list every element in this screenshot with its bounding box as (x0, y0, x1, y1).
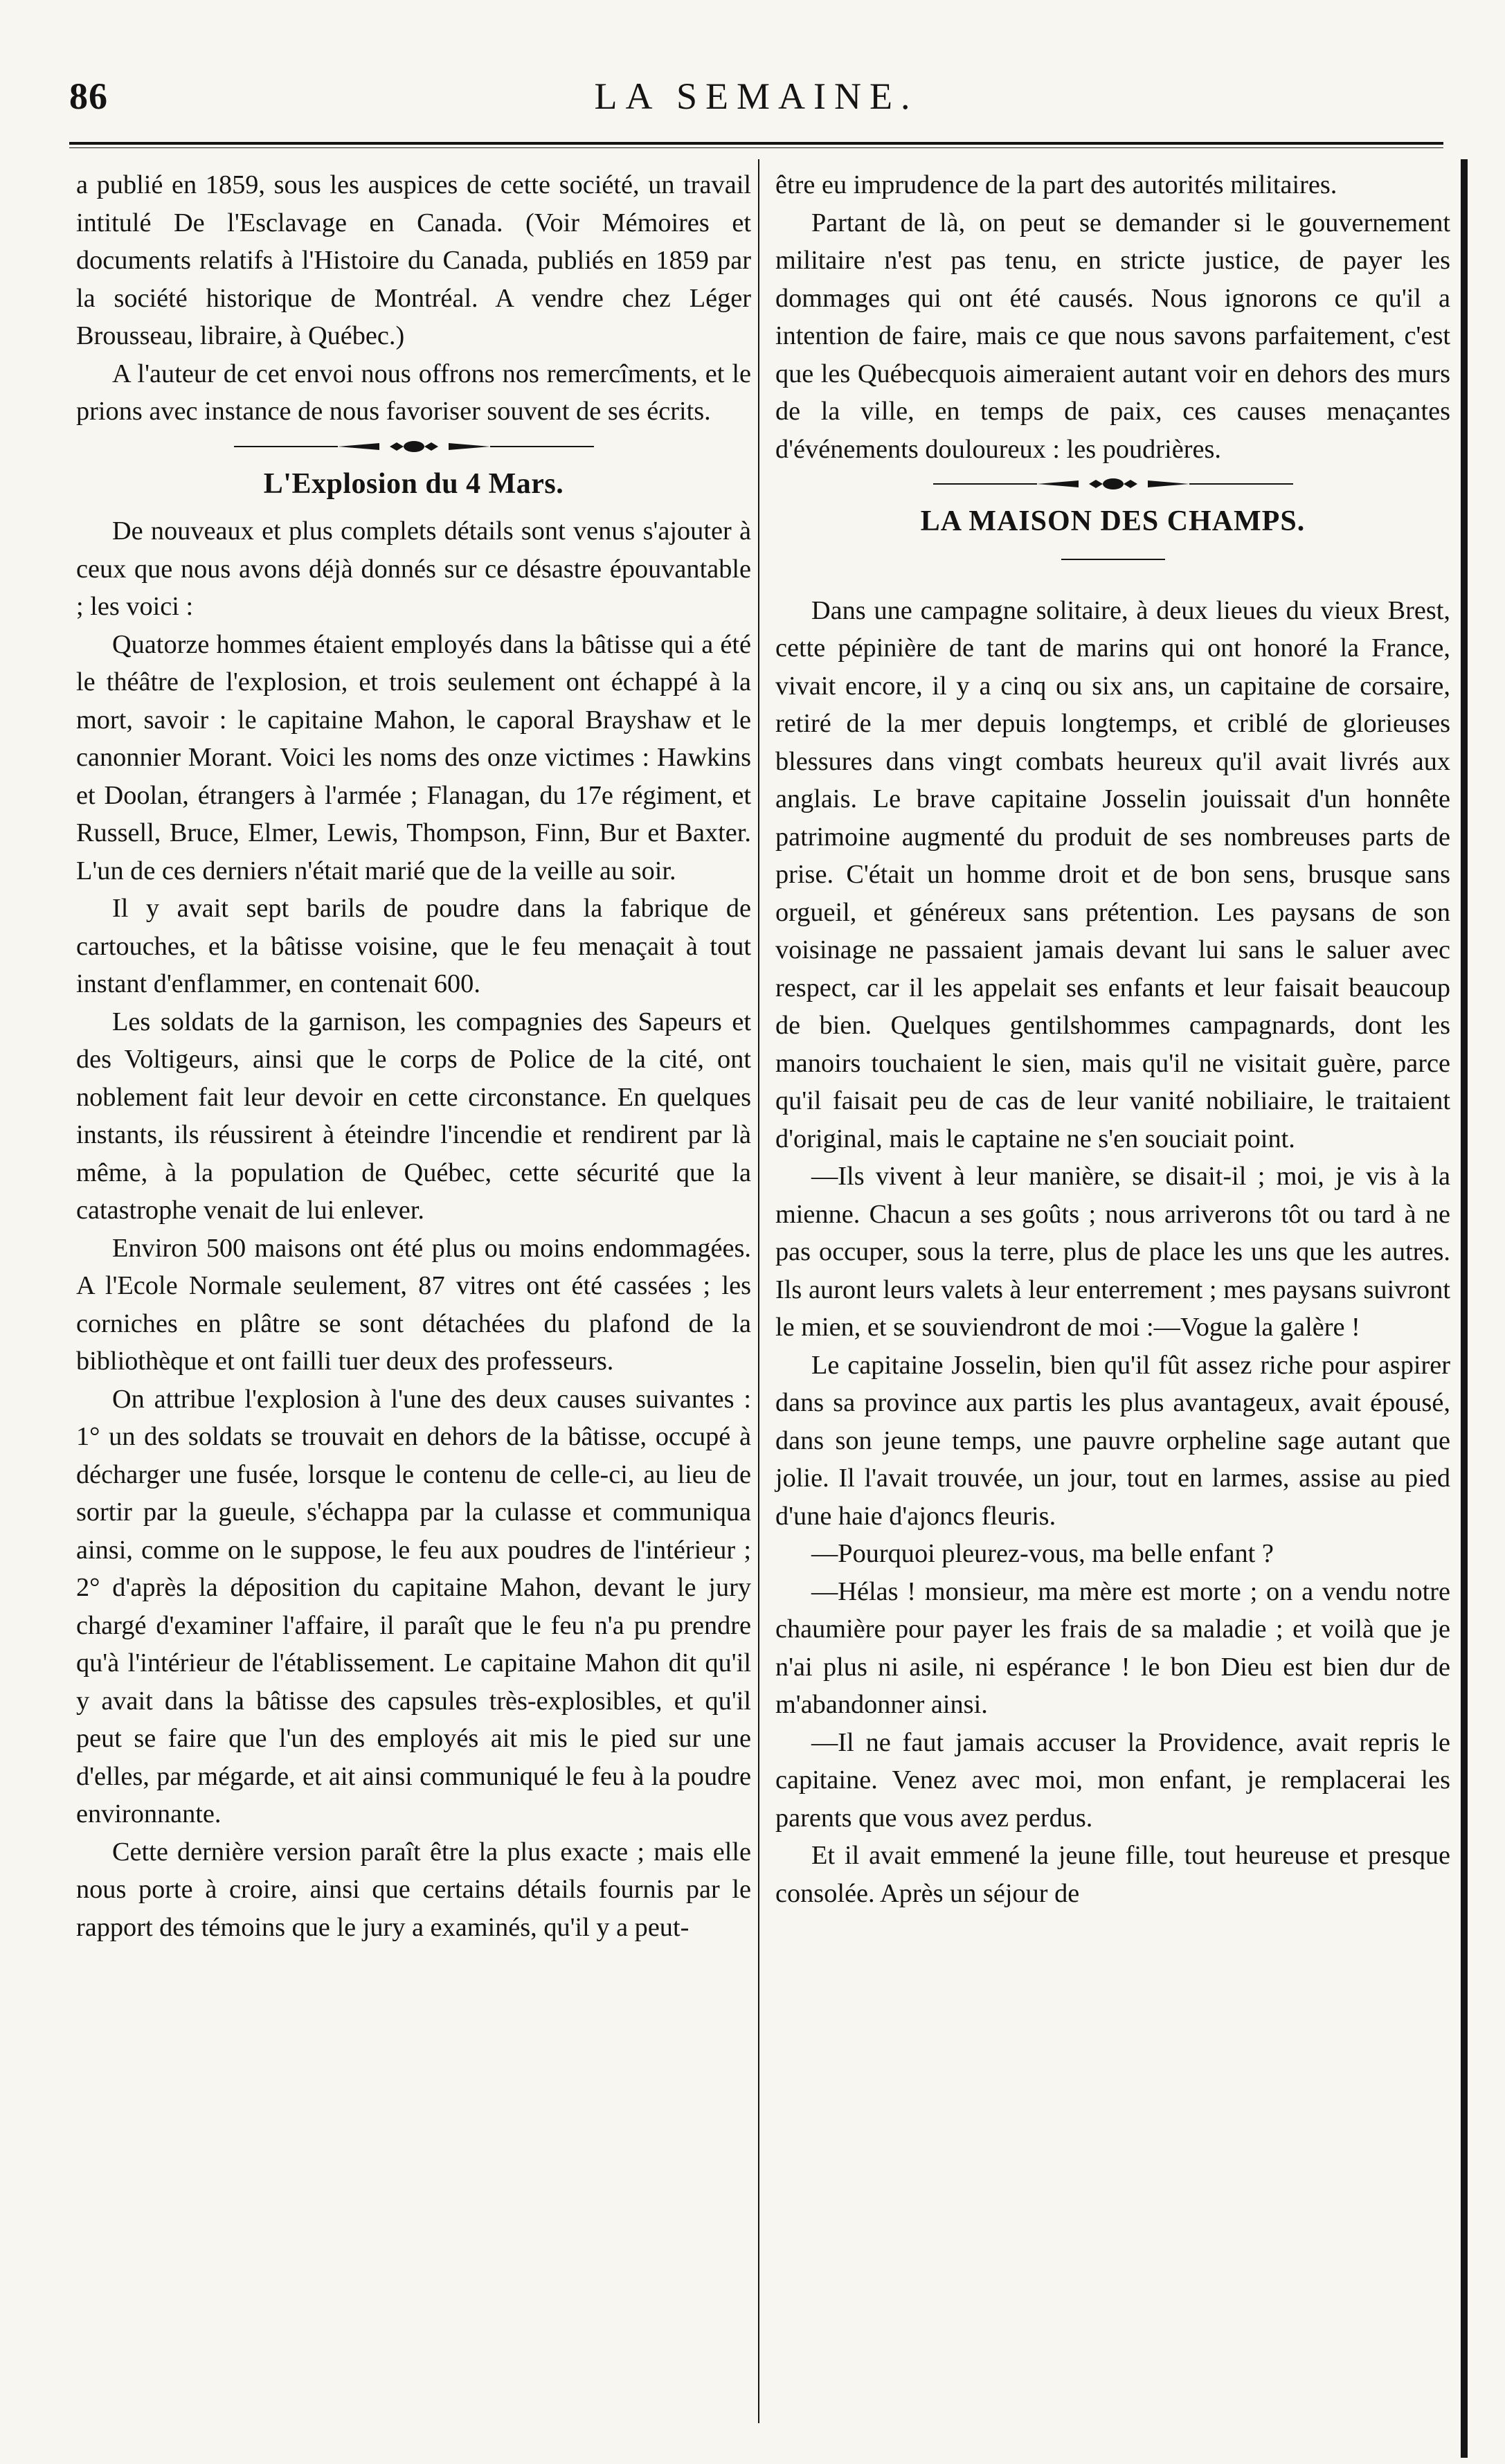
page-number: 86 (69, 75, 108, 117)
paragraph: —Hélas ! monsieur, ma mère est morte ; on a vendu notre chaumière pour payer les frais de sa maladie ; et voilà que je n'ai plus ni asile, ni espérance ! le bon Dieu est bien dur de m'abandonner ainsi. (775, 1576, 1450, 1719)
paragraph: Environ 500 maisons ont été plus ou moins endommagées. A l'Ecole Normale seulement, 87 vitres ont été cassées ; les corniches en plâtre se sont détachées du plafond de la bibliothèque et ont failli tuer deux des professeurs. (76, 1233, 751, 1376)
paragraph: Dans une campagne solitaire, à deux lieues du vieux Brest, cette pépinière de tant de marins qui ont honoré la France, vivait encore, il y a cinq ou six ans, un capitaine de corsaire, retiré de la mer depuis longtemps, et criblé de glorieuses blessures dans vingt combats heureux qu'il avait livrés aux anglais. Le brave capitaine Josselin jouissait d'un honnête patrimoine augmenté du produit de ses nombreuses parts de prise. C'était un homme droit et de bon sens, brusque sans orgueil, et généreux sans prétention. Les paysans de son voisinage ne passaient jamais devant lui sans le saluer avec respect, car il les appelait ses enfants et leur faisait beaucoup de bien. Quelques gentilshommes campagnards, dont les manoirs touchaient le sien, mais qu'il ne visitait guère, parce qu'il faisait peu de cas de leur vanité nobiliaire, le traitaient d'original, mais le captaine ne s'en souciait point. (775, 595, 1450, 1153)
paragraph: A l'auteur de cet envoi nous offrons nos remercîments, et le prions avec instance de nous favoriser souvent de ses écrits. (76, 359, 751, 426)
running-title: LA SEMAINE. (594, 75, 919, 117)
paragraph: Et il avait emmené la jeune fille, tout heureuse et presque consolée. Après un séjour de (775, 1841, 1450, 1908)
paragraph: Le capitaine Josselin, bien qu'il fût assez riche pour aspirer dans sa province aux partis les plus avantageux, avait épousé, dans son jeune temps, une pauvre orpheline sage autant que jolie. Il l'avait trouvée, un jour, tout en larmes, assise au pied d'une haie d'ajoncs fleuris. (775, 1350, 1450, 1531)
article-title: LA MAISON DES CHAMPS. (920, 505, 1306, 537)
right-column (775, 166, 1450, 1912)
paragraph: Cette dernière version paraît être la plus exacte ; mais elle nous porte à croire, ainsi que certains détails fournis par le rapport des témoins que le jury a examinés, qu'il y a peut- (76, 1837, 751, 1942)
header-rule (69, 142, 1443, 145)
paragraph: —Ils vivent à leur manière, se disait-il ; moi, je vis à la mienne. Chacun a ses goûts ; nous arriverons tôt ou tard à ne pas occuper, sous la terre, plus de place les uns que les autres. Ils auront leurs valets à leur enterrement ; mes paysans suivront le mien, et se souviendront de moi :—Vogue la galère ! (775, 1162, 1450, 1342)
paragraph: Partant de là, on peut se demander si le gouvernement militaire n'est pas tenu, en stricte justice, de payer les dommages qui ont été causés. Nous ignorons ce qu'il a intention de faire, mais ce que nous savons parfaitement, c'est que les Québecquois aimeraient autant voir en dehors des murs de la ville, en temps de paix, ces causes menaçantes d'événements douloureux : les poudrières. (775, 208, 1450, 464)
paragraph: Les soldats de la garnison, les compagnies des Sapeurs et des Voltigeurs, ainsi que le corps de Police de la cité, ont noblement fait leur devoir en cette circonstance. En quelques instants, ils réussirent à éteindre l'incendie et rendirent par là même, à la population de Québec, cette sécurité que la catastrophe venait de lui enlever. (76, 1007, 751, 1225)
ornament-divider (933, 475, 1293, 493)
paragraph: —Pourquoi pleurez-vous, ma belle enfant ? (811, 1539, 1274, 1568)
page-header (69, 75, 1443, 130)
title-rule (1061, 559, 1165, 560)
paragraph: être eu imprudence de la part des autorités militaires. (775, 170, 1337, 199)
page-edge-bar (1461, 159, 1468, 2458)
article-title: L'Explosion du 4 Mars. (263, 467, 564, 500)
left-column (76, 166, 751, 1946)
paragraph: a publié en 1859, sous les auspices de cette société, un travail intitulé De l'Esclavage en Canada. (Voir Mémoires et documents relatifs à l'Histoire du Canada, publiés en 1859 par la société historique de Montréal. A vendre chez Léger Brousseau, libraire, à Québec.) (76, 170, 751, 350)
column-divider (758, 159, 759, 2423)
paragraph: Quatorze hommes étaient employés dans la bâtisse qui a été le théâtre de l'explosion, et trois seulement ont échappé à la mort, savoir : le capitaine Mahon, le caporal Brayshaw et le canonnier Morant. Voici les noms des onze victimes : Hawkins et Doolan, étrangers à l'armée ; Flanagan, du 17e régiment, et Russell, Bruce, Elmer, Lewis, Thompson, Finn, Bur et Baxter. L'un de ces derniers n'était marié que de la veille au soir. (76, 629, 751, 885)
paragraph: De nouveaux et plus complets détails sont venus s'ajouter à ceux que nous avons déjà donnés sur ce désastre épouvantable ; les voici : (76, 516, 751, 621)
paragraph: Il y avait sept barils de poudre dans la fabrique de cartouches, et la bâtisse voisine, que le feu menaçait à tout instant d'enflammer, en contenait 600. (76, 894, 751, 998)
paragraph: On attribue l'explosion à l'une des deux causes suivantes : 1° un des soldats se trouvait en dehors de la bâtisse, occupé à décharger une fusée, lorsque le contenu de celle-ci, au lieu de sortir par la gueule, s'échappa par la culasse et communiqua ainsi, comme on le suppose, le feu aux poudres de l'intérieur ; 2° d'après la déposition du capitaine Mahon, devant le jury chargé d'examiner l'affaire, il paraît que le feu n'a pu prendre qu'à l'intérieur de l'établissement. Le capitaine Mahon dit qu'il y avait dans la bâtisse des capsules très-explosibles, et qu'il peut se faire que l'un des employés ait mis le pied sur une d'elles, par mégarde, et ait ainsi communiqué le feu à la poudre environnante. (76, 1384, 751, 1828)
paragraph: —Il ne faut jamais accuser la Providence, avait repris le capitaine. Venez avec moi, mon enfant, je remplacerai les parents que vous avez perdus. (775, 1727, 1450, 1833)
header-rule-thin (69, 147, 1443, 148)
ornament-divider (234, 438, 594, 456)
